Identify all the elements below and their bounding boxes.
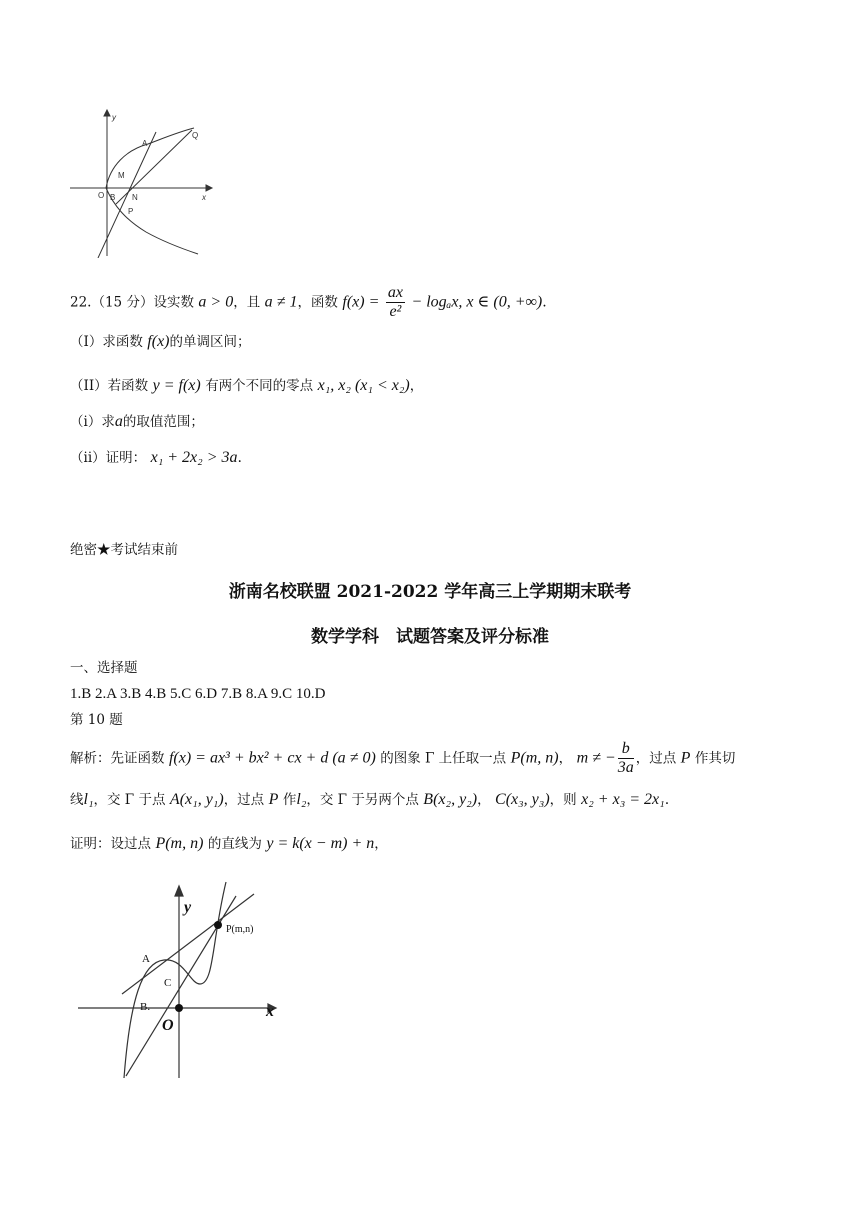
- point-p: [214, 921, 222, 929]
- label-P: P(m,n): [226, 924, 254, 935]
- label-P: P: [128, 207, 134, 216]
- proof-line: 证明：设过点 P(m, n) 的直线为 y = k(x − m) + n，: [70, 835, 388, 852]
- secant-line: [116, 130, 192, 204]
- label-y: y: [184, 899, 192, 916]
- sub-1: （i）求a的取值范围；: [70, 413, 204, 430]
- cubic-curve: [124, 882, 226, 1078]
- label-A: A: [142, 139, 148, 148]
- secret-note: 绝密★考试结束前: [70, 542, 178, 558]
- fraction: $\frac{ax}{\text{e²}}$: [387, 284, 403, 320]
- label-B: B.: [140, 1001, 151, 1013]
- answer-key: 1.B 2.A 3.B 4.B 5.C 6.D 7.B 8.A 9.C 10.D: [70, 686, 326, 702]
- problem-22: 22.（15 分）设实数 a > 0，且 a ≠ 1，函数 f(x) = $\frac{ax}{\text{e²}}$ − logₐx, x ∈ (0, +∞).: [70, 284, 547, 320]
- lower-curve: [106, 188, 198, 254]
- analysis-line-1: 解析：先证函数 f(x) = ax³ + bx² + cx + d (a ≠ 0) 的图象 Γ 上任取一点 P(m, n)， m ≠ − $\frac{b}{3a}$ ，过点 P 作其切: [70, 740, 736, 776]
- question-10-label: 第 10 题: [70, 712, 123, 728]
- label-B: B: [110, 193, 116, 202]
- label-y: y: [112, 113, 116, 122]
- title-main: 浙南名校联盟 2021-2022 学年高三上学期期末联考: [228, 582, 632, 602]
- analysis-line-2: 线l₁，交 Γ 于点 A(x₁, y₁)，过点 P 作l₂，交 Γ 于另两个点 B(x₂, y₂)， C(x₃, y₃)，则 x₂ + x₃ = 2x₁.: [70, 791, 670, 808]
- x-axis-arrow: [206, 185, 212, 191]
- label-N: N: [132, 193, 138, 202]
- label-Q: Q: [192, 131, 199, 140]
- label-M: M: [118, 171, 125, 180]
- y-axis-arrow: [175, 886, 183, 896]
- sub-2: （ii）证明： x₁ + 2x₂ > 3a.: [70, 449, 242, 466]
- label-A: A: [142, 953, 150, 965]
- label-origin: O: [162, 1017, 174, 1034]
- label-x: x: [266, 1003, 274, 1020]
- title-sub: 数学学科 试题答案及评分标准: [311, 627, 549, 647]
- label-x: x: [202, 193, 206, 202]
- figure-2: [76, 880, 286, 1080]
- label-O: O: [98, 191, 105, 200]
- part-1: （I）求函数 f(x)的单调区间；: [70, 333, 251, 350]
- label-C: C: [164, 977, 172, 989]
- origin-point: [175, 1004, 183, 1012]
- part-2: （II）若函数 y = f(x) 有两个不同的零点 x₁, x₂ (x₁ < x₂)，: [70, 377, 424, 394]
- section-heading: 一、选择题: [70, 660, 138, 676]
- figure-1: [66, 108, 216, 258]
- y-axis-arrow: [104, 110, 110, 116]
